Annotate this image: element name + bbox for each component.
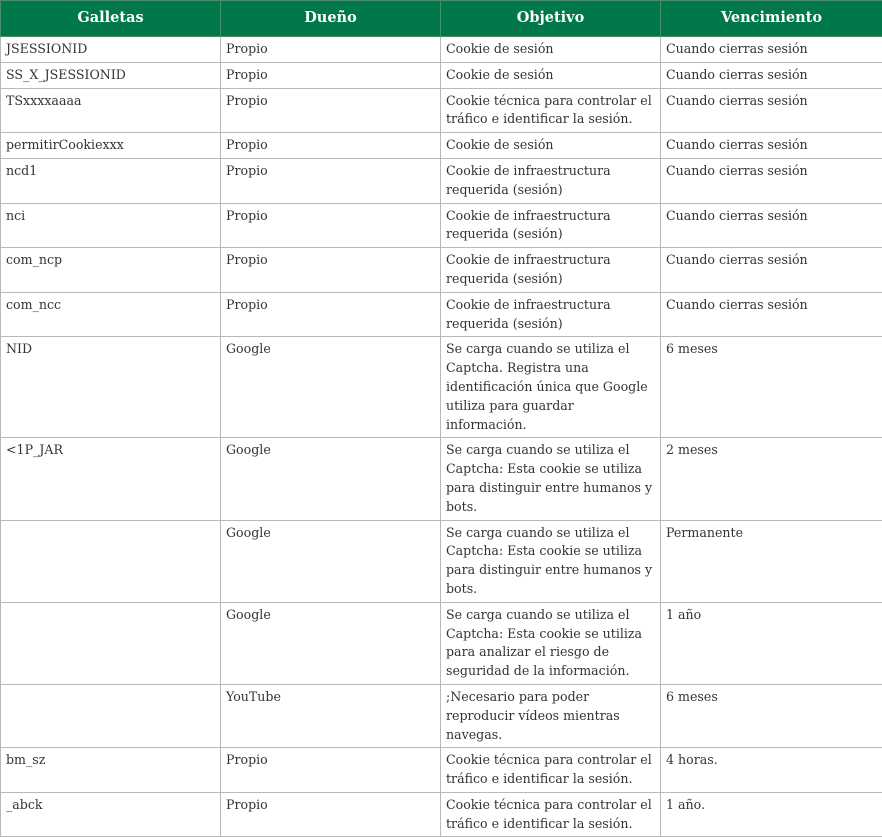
expiry-cell: 1 año. [661,792,882,837]
owner-cell: Propio [221,37,441,63]
owner-cell: Propio [221,203,441,248]
owner-cell: Propio [221,248,441,293]
cookie-name-cell [1,602,221,684]
owner-cell: Propio [221,62,441,88]
expiry-cell: 4 horas. [661,748,882,793]
expiry-cell: 6 meses [661,337,882,438]
table-row [1,792,882,837]
purpose-cell: Se carga cuando se utiliza el Captcha: Esta cookie se utiliza para distinguir entre humanos y bots. [441,438,661,520]
purpose-cell: Se carga cuando se utiliza el Captcha. Registra una identificación única que Google utiliza para guardar información. [441,337,661,438]
purpose-cell: Se carga cuando se utiliza el Captcha: Esta cookie se utiliza para analizar el riesgo de seguridad de la información. [441,602,661,684]
cookie-name-cell: bm_sz [1,748,221,793]
owner-cell: Propio [221,158,441,203]
cookie-name-cell [1,520,221,602]
cookie-name-cell: permitirCookiexxx [1,133,221,159]
owner-cell: Propio [221,88,441,133]
table-row [1,602,882,684]
table-row [1,248,882,293]
table-row [1,62,882,88]
purpose-cell: Cookie de infraestructura requerida (sesión) [441,203,661,248]
table-row [1,88,882,133]
purpose-cell: Cookie de infraestructura requerida (sesión) [441,292,661,337]
purpose-cell: Cookie técnica para controlar el tráfico e identificar la sesión. [441,748,661,793]
expiry-cell: Cuando cierras sesión [661,158,882,203]
expiry-cell: Permanente [661,520,882,602]
table-row [1,133,882,159]
cookie-name-cell [1,684,221,747]
cookie-name-cell: ncd1 [1,158,221,203]
purpose-cell: Cookie técnica para controlar el tráfico e identificar la sesión. [441,792,661,837]
purpose-cell: Se carga cuando se utiliza el Captcha: Esta cookie se utiliza para distinguir entre humanos y bots. [441,520,661,602]
expiry-cell: Cuando cierras sesión [661,88,882,133]
cookie-name-cell: SS_X_JSESSIONID [1,62,221,88]
header-galletas: Galletas [1,1,221,37]
owner-cell: Google [221,337,441,438]
cookie-name-cell: JSESSIONID [1,37,221,63]
expiry-cell: Cuando cierras sesión [661,133,882,159]
header-vencimiento: Vencimiento [661,1,882,37]
purpose-cell: Cookie técnica para controlar el tráfico e identificar la sesión. [441,88,661,133]
table-body [1,37,882,837]
table-row [1,37,882,63]
header-dueno: Dueño [221,1,441,37]
table-row [1,748,882,793]
owner-cell: Propio [221,792,441,837]
owner-cell: Propio [221,292,441,337]
owner-cell: Google [221,520,441,602]
expiry-cell: Cuando cierras sesión [661,292,882,337]
cookie-name-cell: NID [1,337,221,438]
owner-cell: Google [221,438,441,520]
purpose-cell: Cookie de sesión [441,37,661,63]
table-row [1,203,882,248]
cookie-name-cell: <1P_JAR [1,438,221,520]
table-row [1,520,882,602]
table-row [1,438,882,520]
cookie-name-cell: _abck [1,792,221,837]
cookie-name-cell: TSxxxxaaaa [1,88,221,133]
header-objetivo: Objetivo [441,1,661,37]
purpose-cell: Cookie de infraestructura requerida (sesión) [441,158,661,203]
cookie-name-cell: com_ncp [1,248,221,293]
cookie-name-cell: nci [1,203,221,248]
table-header [1,1,882,37]
owner-cell: Propio [221,133,441,159]
purpose-cell: ;Necesario para poder reproducir vídeos mientras navegas. [441,684,661,747]
purpose-cell: Cookie de sesión [441,133,661,159]
purpose-cell: Cookie de sesión [441,62,661,88]
table-row [1,292,882,337]
expiry-cell: Cuando cierras sesión [661,37,882,63]
table-row [1,158,882,203]
cookie-name-cell: com_ncc [1,292,221,337]
table-row [1,337,882,438]
owner-cell: YouTube [221,684,441,747]
header-row [1,1,882,37]
expiry-cell: Cuando cierras sesión [661,203,882,248]
owner-cell: Google [221,602,441,684]
purpose-cell: Cookie de infraestructura requerida (sesión) [441,248,661,293]
expiry-cell: 6 meses [661,684,882,747]
expiry-cell: Cuando cierras sesión [661,62,882,88]
owner-cell: Propio [221,748,441,793]
table-row [1,684,882,747]
expiry-cell: Cuando cierras sesión [661,248,882,293]
expiry-cell: 2 meses [661,438,882,520]
expiry-cell: 1 año [661,602,882,684]
